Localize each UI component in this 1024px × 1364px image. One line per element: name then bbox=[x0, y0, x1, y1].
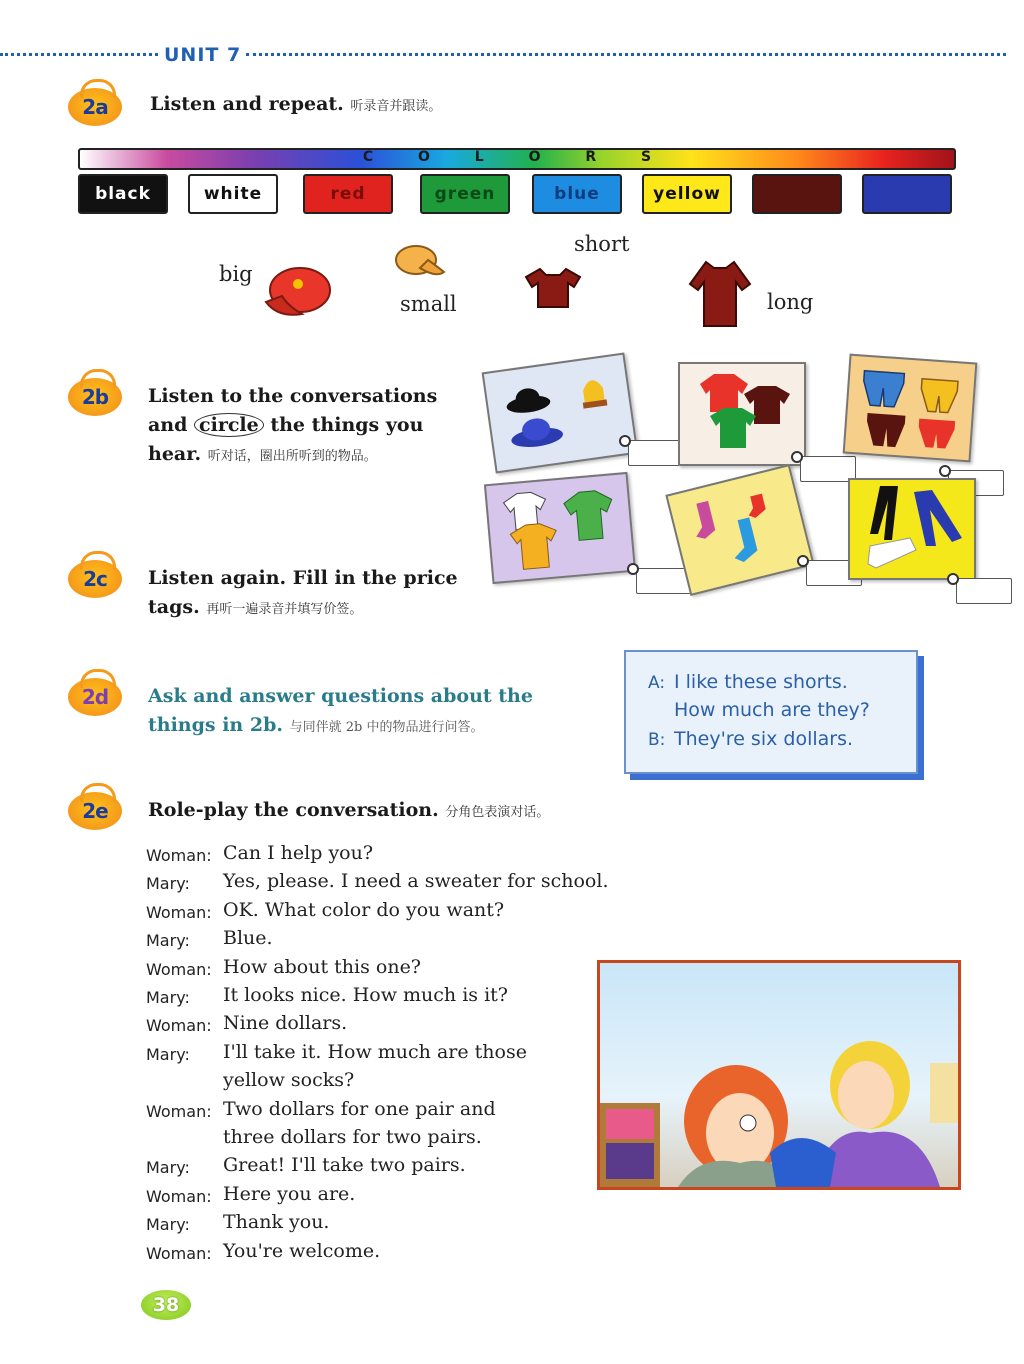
picture-socks bbox=[665, 464, 814, 596]
instruction-2d-line1: Ask and answer questions about the bbox=[148, 685, 533, 707]
instruction-2c-line2 bbox=[148, 593, 488, 624]
conversation-utterance: How about this one? bbox=[223, 955, 421, 978]
instruction-2b-circle: circle bbox=[194, 413, 264, 437]
color-swatch-black: black bbox=[78, 174, 168, 214]
conversation-utterance: Can I help you? bbox=[223, 842, 374, 864]
dialogue-a-text2: How much are they? bbox=[674, 699, 870, 721]
short-sleeve-shirt-icon bbox=[522, 265, 584, 311]
conversation-speaker: Woman: bbox=[146, 1186, 212, 1206]
color-swatch-white: white bbox=[188, 174, 278, 214]
conversation-utterance: Here you are. bbox=[223, 1182, 356, 1205]
conversation-speaker: Mary: bbox=[146, 874, 190, 894]
instruction-2c bbox=[148, 564, 488, 624]
color-swatch-blue: blue bbox=[532, 174, 622, 214]
conversation-utterance: Blue. bbox=[223, 927, 273, 950]
dialogue-a-text1: I like these shorts. bbox=[674, 671, 848, 693]
tshirts-icon bbox=[486, 474, 634, 582]
header-dots-left bbox=[0, 53, 158, 56]
instruction-2d-line2 bbox=[148, 711, 588, 742]
conversation-utterance: Two dollars for one pair and bbox=[223, 1097, 496, 1120]
instruction-2e bbox=[148, 796, 549, 827]
instruction-2d bbox=[148, 682, 588, 742]
hats-icon bbox=[484, 355, 636, 472]
dialogue-speaker-b: B: bbox=[648, 730, 666, 750]
picture-sweaters bbox=[678, 362, 806, 466]
instruction-2e-cn: 分角色表演对话。 bbox=[445, 805, 550, 820]
section-badge-2e: 2e bbox=[68, 792, 122, 830]
word-big: big bbox=[219, 262, 253, 286]
instruction-2b-line1: Listen to the conversations bbox=[148, 385, 438, 407]
instruction-2d-things: things in 2b. bbox=[148, 714, 283, 736]
conversation-utterance: yellow socks? bbox=[223, 1069, 355, 1092]
section-badge-2b: 2b bbox=[68, 378, 122, 416]
shop-scene-icon bbox=[600, 963, 958, 1187]
instruction-2b bbox=[148, 382, 488, 471]
conversation-utterance: OK. What color do you want? bbox=[223, 898, 505, 921]
shorts-icon bbox=[845, 356, 975, 460]
shop-illustration bbox=[597, 960, 961, 1190]
instruction-2a bbox=[150, 90, 441, 121]
picture-hats bbox=[482, 352, 639, 473]
conversation-speaker: Woman: bbox=[146, 902, 212, 922]
conversation-speaker: Woman: bbox=[146, 1101, 212, 1121]
instruction-2c-cn: 再听一遍录音并填写价签。 bbox=[206, 602, 363, 617]
conversation-speaker: Woman: bbox=[146, 959, 212, 979]
conversation-speaker: Mary: bbox=[146, 1044, 190, 1064]
conversation-speaker: Mary: bbox=[146, 1158, 190, 1178]
trousers-icon bbox=[850, 480, 974, 578]
instruction-2d-cn: 与同伴就 2b 中的物品进行问答。 bbox=[289, 720, 484, 735]
instruction-2b-and: and bbox=[148, 414, 188, 436]
conversation-utterance: Thank you. bbox=[223, 1211, 330, 1234]
word-small: small bbox=[400, 292, 457, 316]
price-tag-1[interactable] bbox=[628, 440, 684, 466]
word-long: long bbox=[767, 290, 814, 314]
conversation-utterance: Yes, please. I need a sweater for school. bbox=[223, 870, 609, 893]
instruction-2e-text: Role-play the conversation. bbox=[148, 799, 439, 821]
color-swatch-green: green bbox=[420, 174, 510, 214]
sweaters-icon bbox=[680, 364, 804, 464]
picture-tshirts bbox=[484, 472, 636, 584]
conversation-utterance: three dollars for two pairs. bbox=[223, 1126, 482, 1148]
section-badge-2a: 2a bbox=[68, 88, 122, 126]
section-badge-2c: 2c bbox=[68, 560, 122, 598]
picture-trousers bbox=[848, 478, 976, 580]
conversation-utterance: Nine dollars. bbox=[223, 1012, 348, 1035]
color-swatch-brown: brown bbox=[752, 174, 842, 214]
instruction-2a-cn: 听录音并跟读。 bbox=[350, 99, 442, 114]
instruction-2b-hear: hear. bbox=[148, 443, 202, 465]
conversation-speaker: Woman: bbox=[146, 1016, 212, 1036]
socks-icon bbox=[668, 466, 813, 593]
instruction-2b-line3 bbox=[148, 440, 488, 471]
instruction-2c-line1: Listen again. Fill in the price bbox=[148, 567, 458, 589]
word-short: short bbox=[574, 232, 630, 256]
color-swatch-red: red bbox=[303, 174, 393, 214]
conversation-speaker: Mary: bbox=[146, 931, 190, 951]
dialogue-b-text: They're six dollars. bbox=[674, 728, 854, 750]
instruction-2a-text: Listen and repeat. bbox=[150, 93, 344, 115]
conversation-speaker: Mary: bbox=[146, 1215, 190, 1235]
instruction-2b-cn: 听对话，圈出所听到的物品。 bbox=[207, 449, 377, 464]
conversation-speaker: Mary: bbox=[146, 988, 190, 1007]
page-number: 38 bbox=[141, 1290, 191, 1320]
color-swatch-purple: purple bbox=[862, 174, 952, 214]
section-badge-2d: 2d bbox=[68, 678, 122, 716]
small-cap-icon bbox=[390, 242, 448, 282]
dialogue-a-line1 bbox=[648, 668, 848, 697]
dialogue-b-line bbox=[648, 725, 853, 754]
conversation-utterance: It looks nice. How much is it? bbox=[223, 984, 508, 1006]
color-spectrum-bar bbox=[78, 148, 956, 170]
big-cap-icon bbox=[258, 262, 338, 322]
instruction-2b-line2 bbox=[148, 411, 488, 440]
color-swatch-yellow: yellow bbox=[642, 174, 732, 214]
unit-label: UNIT 7 bbox=[164, 44, 242, 66]
conversation-speaker: Woman: bbox=[146, 1243, 212, 1263]
conversation-speaker: Woman: bbox=[146, 846, 212, 865]
instruction-2b-rest: the things you bbox=[270, 414, 424, 436]
long-sleeve-shirt-icon bbox=[684, 258, 756, 330]
colors-label: C O L O R S bbox=[362, 149, 672, 165]
price-tag-6[interactable] bbox=[956, 578, 1012, 604]
example-dialogue-box bbox=[624, 650, 918, 774]
header-dots-right bbox=[246, 53, 1006, 56]
instruction-2c-tags: tags. bbox=[148, 596, 200, 618]
conversation-utterance: I'll take it. How much are those bbox=[223, 1040, 527, 1063]
conversation-utterance: You're welcome. bbox=[223, 1239, 381, 1262]
unit-header bbox=[0, 44, 1024, 66]
picture-shorts bbox=[843, 354, 978, 463]
dialogue-speaker-a: A: bbox=[648, 673, 666, 693]
conversation-utterance: Great! I'll take two pairs. bbox=[223, 1154, 466, 1177]
